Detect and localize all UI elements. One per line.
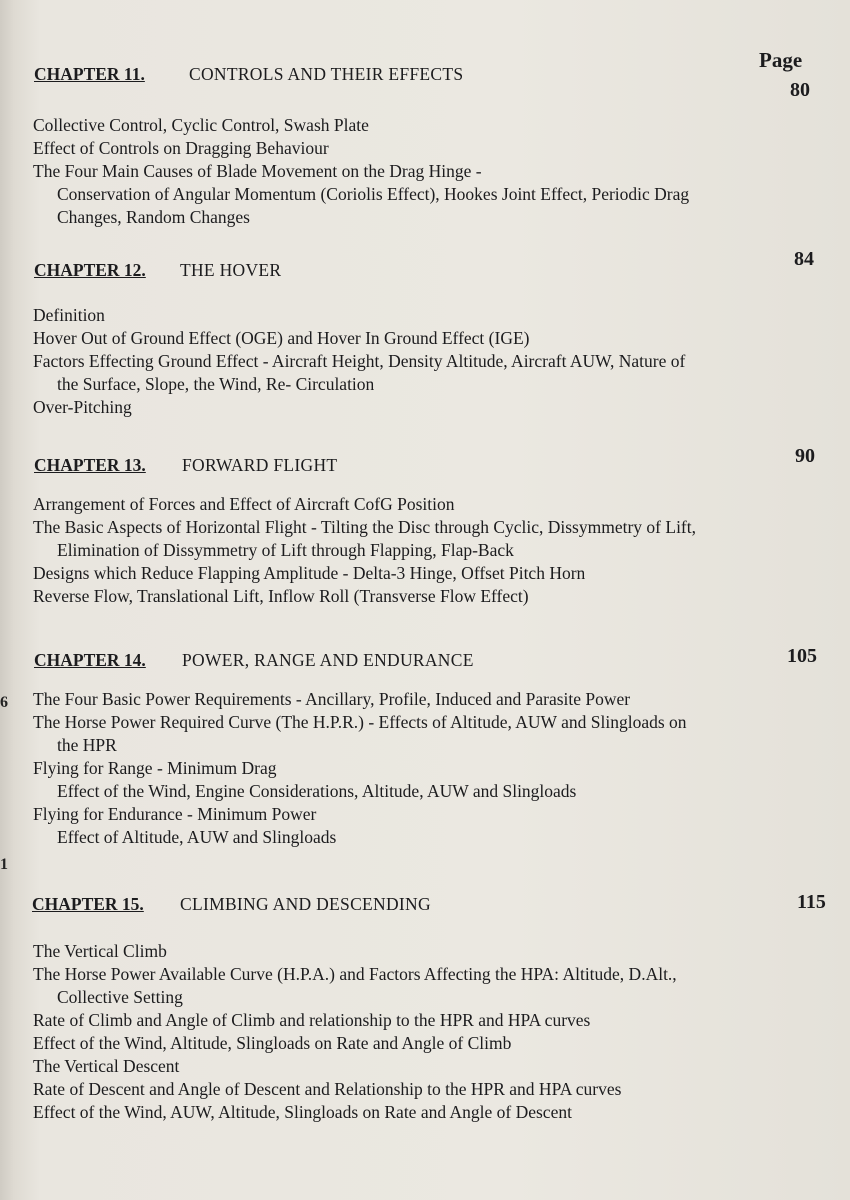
contents-line: Collective Setting: [57, 987, 183, 1007]
chapter-page-number: 115: [797, 891, 826, 913]
contents-line: Rate of Descent and Angle of Descent and Relationship to the HPR and HPA curves: [33, 1079, 622, 1099]
chapter-heading: [0, 64, 850, 101]
chapter-heading: [0, 891, 850, 920]
contents-line: Conservation of Angular Momentum (Coriolis Effect), Hookes Joint Effect, Periodic Drag: [57, 184, 690, 204]
chapter-contents: [33, 688, 687, 849]
chapter-number: CHAPTER 15.: [32, 894, 144, 914]
contents-line: Hover Out of Ground Effect (OGE) and Hover In Ground Effect (IGE): [33, 328, 530, 348]
contents-line: Effect of Altitude, AUW and Slingloads: [57, 827, 337, 847]
contents-line: Effect of the Wind, AUW, Altitude, Slingloads on Rate and Angle of Descent: [33, 1102, 572, 1122]
chapter-number: CHAPTER 12.: [34, 260, 146, 280]
contents-line: The Horse Power Required Curve (The H.P.R.) - Effects of Altitude, AUW and Slingloads on: [33, 712, 687, 732]
chapter-title: THE HOVER: [180, 260, 282, 280]
contents-line: The Basic Aspects of Horizontal Flight - Tilting the Disc through Cyclic, Dissymmetry of Lift,: [33, 517, 696, 537]
contents-line: Designs which Reduce Flapping Amplitude - Delta-3 Hinge, Offset Pitch Horn: [33, 563, 586, 583]
chapter-heading: [0, 248, 850, 286]
contents-line: the Surface, Slope, the Wind, Re- Circulation: [57, 374, 375, 394]
contents-line: Effect of the Wind, Engine Considerations, Altitude, AUW and Slingloads: [57, 781, 577, 801]
contents-line: Changes, Random Changes: [57, 207, 250, 227]
contents-line: The Vertical Descent: [33, 1056, 180, 1076]
contents-line: The Four Main Causes of Blade Movement on the Drag Hinge -: [33, 161, 482, 181]
page-column-label: Page: [759, 48, 803, 72]
chapter-contents: [33, 114, 689, 229]
contents-line: The Horse Power Available Curve (H.P.A.) and Factors Affecting the HPA: Altitude, D.Alt.,: [33, 964, 677, 984]
contents-line: Arrangement of Forces and Effect of Aircraft CofG Position: [33, 494, 455, 514]
chapter-11: [0, 64, 850, 227]
chapter-number: CHAPTER 11.: [34, 64, 145, 84]
contents-line: The Vertical Climb: [33, 941, 167, 961]
contents-line: Flying for Range - Minimum Drag: [33, 758, 277, 778]
chapter-contents: [33, 940, 677, 1124]
chapter-15: [0, 891, 850, 1122]
chapter-heading: [0, 645, 850, 676]
contents-line: Collective Control, Cyclic Control, Swash Plate: [33, 115, 369, 135]
chapter-page-number: 105: [787, 645, 817, 667]
chapter-title: CLIMBING AND DESCENDING: [180, 894, 431, 914]
chapter-contents: [33, 304, 685, 419]
contents-line: the HPR: [57, 735, 117, 755]
chapter-page-number: 80: [790, 79, 810, 101]
contents-line: Factors Effecting Ground Effect - Aircraft Height, Density Altitude, Aircraft AUW, Nature of: [33, 351, 686, 371]
contents-line: Reverse Flow, Translational Lift, Inflow Roll (Transverse Flow Effect): [33, 586, 529, 606]
contents-line: Over-Pitching: [33, 397, 132, 417]
chapter-number: CHAPTER 13.: [34, 455, 146, 475]
chapter-page-number: 84: [794, 248, 814, 270]
chapter-title: FORWARD FLIGHT: [182, 455, 338, 475]
contents-line: Definition: [33, 305, 105, 325]
contents-line: The Four Basic Power Requirements - Ancillary, Profile, Induced and Parasite Power: [33, 689, 631, 709]
contents-line: Elimination of Dissymmetry of Lift through Flapping, Flap-Back: [57, 540, 514, 560]
contents-line: Rate of Climb and Angle of Climb and relationship to the HPR and HPA curves: [33, 1010, 591, 1030]
contents-line: Effect of the Wind, Altitude, Slingloads on Rate and Angle of Climb: [33, 1033, 512, 1053]
chapter-page-number: 90: [795, 445, 815, 467]
chapter-heading: [0, 445, 850, 481]
chapter-13: [0, 445, 850, 606]
chapter-number: CHAPTER 14.: [34, 650, 146, 670]
chapter-title: CONTROLS AND THEIR EFFECTS: [189, 64, 464, 84]
margin-mark: 6: [0, 694, 8, 711]
chapter-12: [0, 248, 850, 417]
chapter-title: POWER, RANGE AND ENDURANCE: [182, 650, 474, 670]
chapter-14: [0, 645, 850, 847]
contents-line: Effect of Controls on Dragging Behaviour: [33, 138, 329, 158]
chapter-contents: [33, 493, 696, 608]
contents-line: Flying for Endurance - Minimum Power: [33, 804, 317, 824]
margin-mark: 1: [0, 856, 8, 873]
